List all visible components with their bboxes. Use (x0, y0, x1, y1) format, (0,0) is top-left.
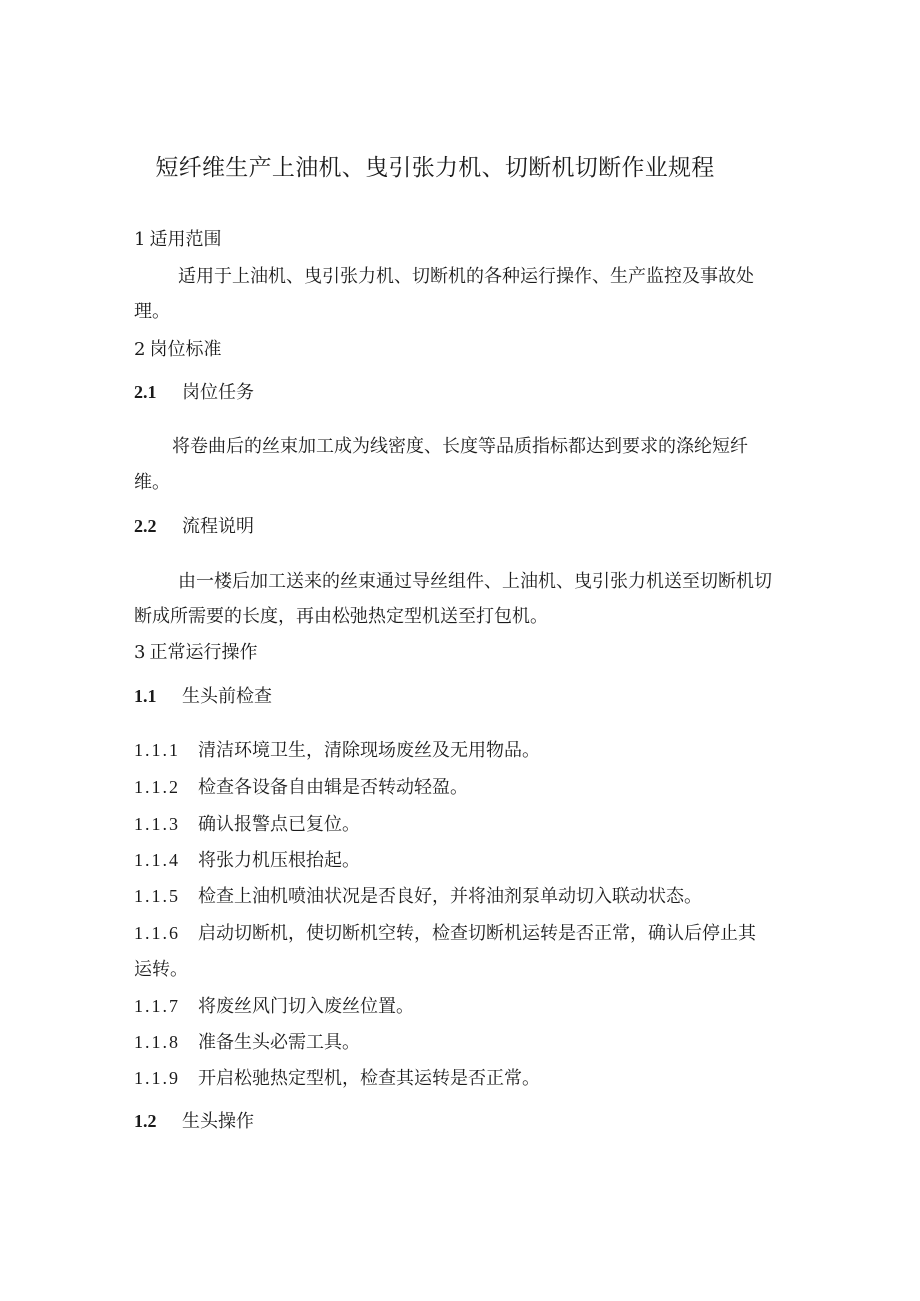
list-item (134, 811, 360, 838)
section-2-2-paragraph-line-1: 由一楼后加工送来的丝束通过导丝组件、上油机、曳引张力机送至切断机切 (178, 571, 772, 592)
list-item-text: 确认报警点已复位。 (198, 814, 360, 835)
list-item-text: 检查各设备自由辑是否转动轻盈。 (198, 777, 468, 798)
list-item (134, 883, 702, 910)
list-item-continuation: 运转。 (134, 959, 188, 980)
section-2-2-label: 流程说明 (182, 516, 254, 537)
list-item (134, 1065, 540, 1092)
document-title: 短纤维生产上油机、曳引张力机、切断机切断作业规程 (155, 155, 715, 181)
section-1-number: 1 (134, 229, 146, 250)
section-2-2-paragraph-line-2: 断成所需要的长度，再由松弛热定型机送至打包机。 (134, 606, 548, 627)
section-1-2-heading (134, 1108, 254, 1135)
list-item-text: 将废丝风门切入废丝位置。 (198, 996, 414, 1017)
list-item-text: 将张力机压根抬起。 (198, 850, 360, 871)
list-item-text: 启动切断机，使切断机空转，检查切断机运转是否正常，确认后停止其 (198, 923, 756, 944)
list-item-number: 1.1.3 (134, 814, 180, 834)
section-3-heading (134, 640, 257, 666)
section-2-2-number: 2.2 (134, 516, 157, 536)
section-2-label: 岗位标准 (149, 339, 222, 360)
section-1-1-label: 生头前检查 (182, 686, 272, 707)
list-item-number: 1.1.7 (134, 996, 180, 1016)
list-item-number: 1.1.9 (134, 1068, 180, 1088)
list-item-number: 1.1.6 (134, 923, 180, 943)
section-2-heading (134, 337, 221, 363)
section-1-label: 适用范围 (149, 229, 222, 250)
list-item-text: 开启松驰热定型机，检查其运转是否正常。 (198, 1068, 540, 1089)
list-item (134, 1029, 360, 1056)
list-item (134, 737, 540, 764)
section-1-1-number: 1.1 (134, 686, 157, 706)
list-item (134, 774, 468, 801)
list-item-text: 清洁环境卫生，清除现场废丝及无用物品。 (198, 740, 540, 761)
section-2-1-paragraph-line-1: 将卷曲后的丝束加工成为线密度、长度等品质指标都达到要求的涤纶短纤 (172, 436, 748, 457)
section-2-1-paragraph-line-2: 维。 (134, 472, 170, 493)
list-item-number: 1.1.8 (134, 1032, 180, 1052)
section-1-2-label: 生头操作 (182, 1111, 254, 1132)
list-item-number: 1.1.1 (134, 740, 180, 760)
section-1-heading (134, 227, 221, 253)
list-item-number: 1.1.4 (134, 850, 180, 870)
list-item (134, 847, 360, 874)
list-item-text: 检查上油机喷油状况是否良好，并将油剂泵单动切入联动状态。 (198, 886, 702, 907)
section-2-1-heading (134, 379, 254, 406)
section-1-paragraph-line-1: 适用于上油机、曳引张力机、切断机的各种运行操作、生产监控及事故处 (178, 266, 754, 287)
section-1-paragraph-line-2: 理。 (134, 301, 170, 322)
section-2-2-heading (134, 513, 254, 540)
section-3-number: 3 (134, 642, 146, 663)
section-2-1-number: 2.1 (134, 382, 157, 402)
section-1-2-number: 1.2 (134, 1111, 157, 1131)
list-item-number: 1.1.2 (134, 777, 180, 797)
section-1-1-heading (134, 683, 272, 710)
list-item-number: 1.1.5 (134, 886, 180, 906)
section-2-1-label: 岗位任务 (182, 382, 254, 403)
list-item-text: 准备生头必需工具。 (198, 1032, 360, 1053)
list-item (134, 920, 756, 947)
section-3-label: 正常运行操作 (149, 642, 258, 663)
list-item (134, 993, 414, 1020)
section-2-number: 2 (134, 339, 146, 360)
